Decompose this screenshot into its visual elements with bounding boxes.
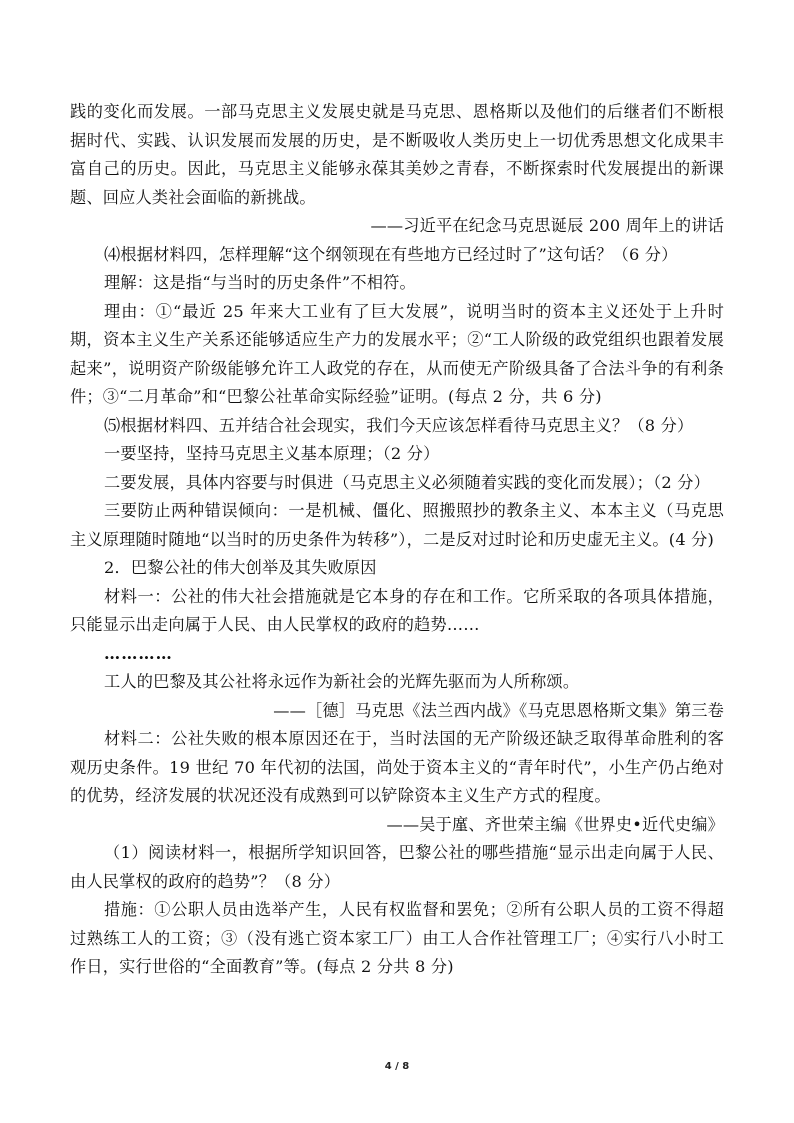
answer-4-understanding: 理解：这是指“与当时的历史条件”不相符。 bbox=[104, 273, 416, 292]
section-2-heading: 2．巴黎公社的伟大创举及其失败原因 bbox=[104, 558, 377, 577]
source-marx: ——［德］马克思《法兰西内战》《马克思恩格斯文集》第三卷 bbox=[273, 700, 724, 720]
question-2-1: （1）阅读材料一，根据所学知识回答，巴黎公社的哪些措施“显示出走向属于人民、由人民掌权的政府的趋势”？（8 分） bbox=[70, 843, 724, 891]
answer-5-point-1: 一要坚持，坚持马克思主义基本原理；（2 分） bbox=[104, 444, 440, 463]
page-number: 4 / 8 bbox=[384, 1061, 410, 1072]
ellipsis-dots: ………… bbox=[104, 643, 173, 663]
answer-5-point-2: 二要发展，具体内容要与时俱进（马克思主义必须随着实践的变化而发展）；（2 分） bbox=[104, 472, 710, 492]
material-one: 材料一：公社的伟大社会措施就是它本身的存在和工作。它所采取的各项具体措施，只能显示出走向属于人民、由人民掌权的政府的趋势…… bbox=[70, 586, 724, 634]
question-5: ⑸根据材料四、五并结合社会现实，我们今天应该怎样看待马克思主义？（8 分） bbox=[104, 415, 694, 435]
paragraph-material-five-continuation: 践的变化而发展。一部马克思主义发展史就是马克思、恩格斯以及他们的后继者们不断根据时代、实践、认识发展而发展的历史，是不断吸收人类历史上一切优秀思想文化成果丰富自己的历史。因此，马克思主义能够永葆其美妙之青春，不断探索时代发展提出的新课题、回应人类社会面临的新挑战。 bbox=[70, 102, 724, 207]
answer-4-reasons: 理由：①“最近 25 年来大工业有了巨大发展”，说明当时的资本主义还处于上升时期，资本主义生产关系还能够适应生产力的发展水平；②“工人阶级的政党组织也跟着发展起来”，说明资产阶级能够允许工人政党的存在，从而使无产阶级具备了合法斗争的有利条件；③“二月革命”和“巴黎公社革命实际经验”证明。(每点 2 分，共 6 分) bbox=[70, 301, 724, 406]
material-one-closing: 工人的巴黎及其公社将永远作为新社会的光辉先驱而为人所称颂。 bbox=[104, 672, 580, 691]
answer-5-point-3: 三要防止两种错误倾向：一是机械、僵化、照搬照抄的教条主义、本本主义（马克思主义原理随时随地“以当时的历史条件为转移”），二是反对过时论和历史虚无主义。(4 分) bbox=[70, 501, 724, 549]
source-xi-speech: ——习近平在纪念马克思诞辰 200 周年上的讲话 bbox=[370, 216, 724, 235]
material-two: 材料二：公社失败的根本原因还在于，当时法国的无产阶级还缺乏取得革命胜利的客观历史条件。19 世纪 70 年代初的法国，尚处于资本主义的“青年时代”，小生产仍占绝对的优势，经济发展的状况还没有成熟到可以铲除资本主义生产方式的程度。 bbox=[70, 729, 724, 805]
answer-2-1-measures: 措施：①公职人员由选举产生，人民有权监督和罢免；②所有公职人员的工资不得超过熟练工人的工资；③（没有逃亡资本家工厂）由工人合作社管理工厂；④实行八小时工作日，实行世俗的“全面教育”等。(每点 2 分共 8 分) bbox=[70, 900, 724, 976]
source-wu-qi: ——吴于廑、齐世荣主编《世界史•近代史编》 bbox=[386, 814, 724, 834]
question-4: ⑷根据材料四，怎样理解“这个纲领现在有些地方已经过时了”这句话？（6 分） bbox=[104, 244, 678, 264]
document-page bbox=[70, 98, 724, 982]
